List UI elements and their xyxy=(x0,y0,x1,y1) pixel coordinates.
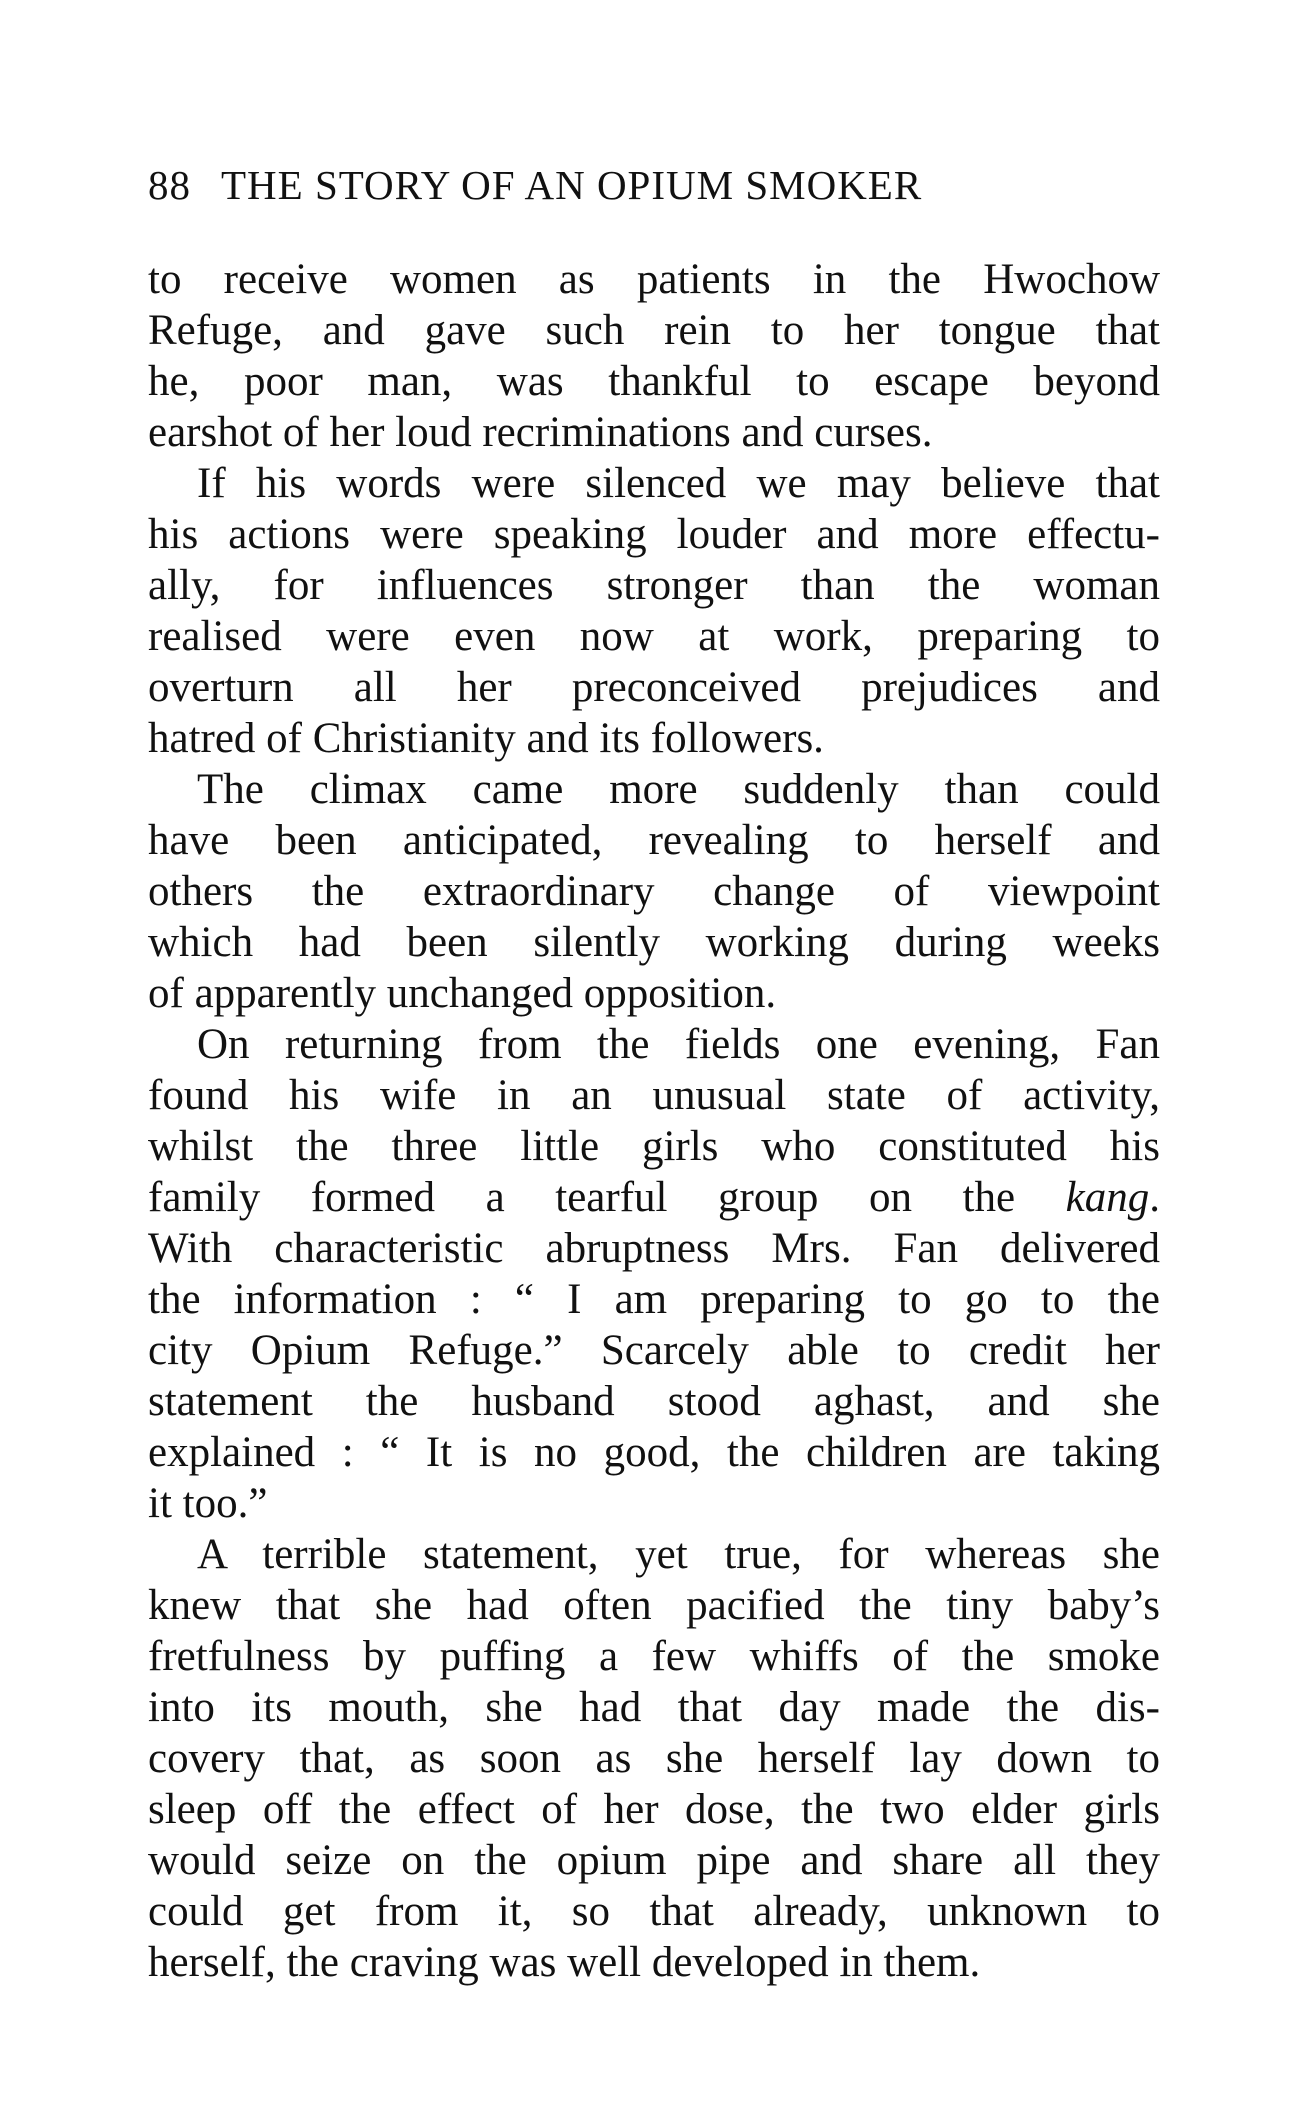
text-line: others the extraordinary change of viewpoint xyxy=(148,868,1160,915)
text-line: explained : “ It is no good, the children are taking xyxy=(148,1429,1160,1476)
text-line: city Opium Refuge.” Scarcely able to credit her xyxy=(148,1327,1160,1374)
text-line: of apparently unchanged opposition. xyxy=(148,970,777,1017)
text-line: Refuge, and gave such rein to her tongue that xyxy=(148,307,1160,354)
text-line: whilst the three little girls who constituted his xyxy=(148,1123,1160,1170)
text-line: knew that she had often pacified the tiny baby’s xyxy=(148,1582,1160,1629)
text-line: realised were even now at work, preparing to xyxy=(148,613,1160,660)
italic-word: kang xyxy=(1065,1174,1150,1221)
text-line: sleep off the effect of her dose, the two elder girls xyxy=(148,1786,1160,1833)
paragraph-2 xyxy=(148,458,1160,764)
text-line: his actions were speaking louder and more effectu- xyxy=(148,511,1160,558)
text-line: overturn all her preconceived prejudices and xyxy=(148,664,1160,711)
text-line: into its mouth, she had that day made the dis- xyxy=(148,1684,1160,1731)
text-line-with-italic xyxy=(148,1172,1160,1223)
text-line: hatred of Christianity and its followers. xyxy=(148,715,824,762)
text-line: which had been silently working during weeks xyxy=(148,919,1160,966)
line-text-before: family formed a tearful group on the xyxy=(148,1174,1066,1221)
paragraph-5 xyxy=(148,1529,1160,1988)
text-line: statement the husband stood aghast, and she xyxy=(148,1378,1160,1425)
text-line: earshot of her loud recriminations and curses. xyxy=(148,409,933,456)
text-line: The climax came more suddenly than could xyxy=(197,766,1160,813)
text-line: With characteristic abruptness Mrs. Fan delivered xyxy=(148,1225,1160,1272)
paragraph-3 xyxy=(148,764,1160,1019)
text-line: have been anticipated, revealing to herself and xyxy=(148,817,1160,864)
text-line: could get from it, so that already, unknown to xyxy=(148,1888,1160,1935)
text-line: fretfulness by puffing a few whiffs of the smoke xyxy=(148,1633,1160,1680)
text-line: ally, for influences stronger than the woman xyxy=(148,562,1160,609)
text-line: found his wife in an unusual state of activity, xyxy=(148,1072,1160,1119)
text-line: to receive women as patients in the Hwochow xyxy=(148,256,1160,303)
text-line: A terrible statement, yet true, for whereas she xyxy=(197,1531,1160,1578)
text-line: covery that, as soon as she herself lay down to xyxy=(148,1735,1160,1782)
running-head xyxy=(148,160,1158,210)
text-line: it too.” xyxy=(148,1480,268,1527)
text-line: On returning from the fields one evening, Fan xyxy=(197,1021,1160,1068)
paragraph-4 xyxy=(148,1019,1160,1529)
body-text xyxy=(148,254,1160,1988)
text-line: If his words were silenced we may believe that xyxy=(197,460,1160,507)
text-line: he, poor man, was thankful to escape beyond xyxy=(148,358,1160,405)
line-text-after: . xyxy=(1149,1174,1160,1221)
text-line: herself, the craving was well developed in them. xyxy=(148,1939,981,1986)
text-line: would seize on the opium pipe and share all they xyxy=(148,1837,1160,1884)
running-title: THE STORY OF AN OPIUM SMOKER xyxy=(221,162,923,208)
paragraph-1 xyxy=(148,254,1160,458)
text-line: the information : “ I am preparing to go to the xyxy=(148,1276,1160,1323)
page-number: 88 xyxy=(148,162,191,208)
